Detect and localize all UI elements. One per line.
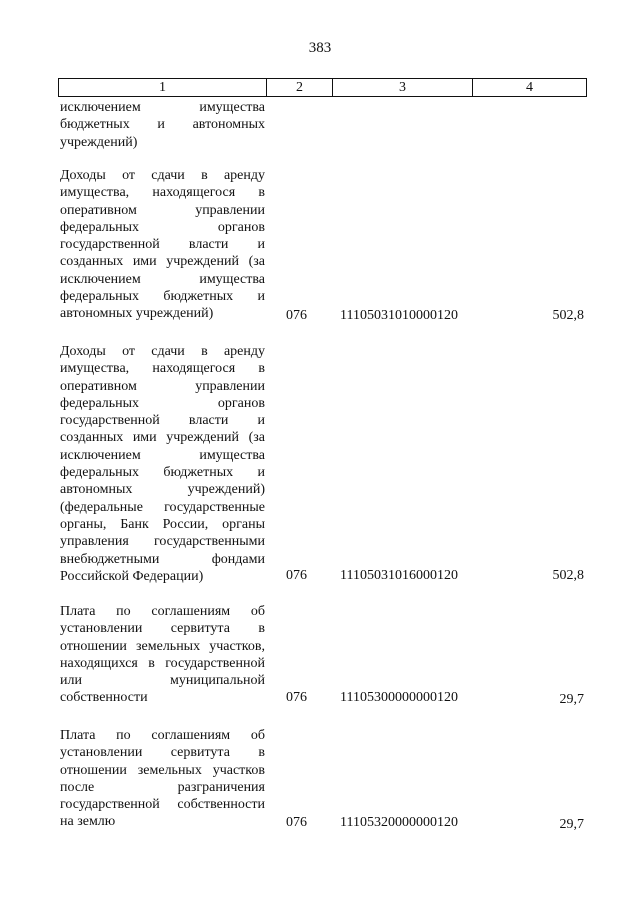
row-3-kbk: 11105300000000120 xyxy=(340,690,458,705)
row-3-description: Плата по соглашениям об установлении сервитута в отношении земельных участков, находящихся в государственной или муниципальной собственности xyxy=(60,604,265,706)
row-1-kbk: 11105031010000120 xyxy=(340,308,458,323)
header-col-3: 3 xyxy=(333,79,473,97)
row-1-admin-code: 076 xyxy=(286,308,307,323)
continuation-text: исключением имущества бюджетных и автономных учреждений) xyxy=(60,100,265,150)
header-col-2: 2 xyxy=(267,79,333,97)
row-1-description: Доходы от сдачи в аренду имущества, находящегося в оперативном управлении федеральных органов государственной власти и созданных ими учреждений (за исключением имущества федеральных бюджетных и автономных учреждений) xyxy=(60,168,265,322)
row-2-description: Доходы от сдачи в аренду имущества, находящегося в оперативном управлении федеральных органов государственной власти и созданных ими учреждений (за исключением имущества федеральных бюджетных и автономных учреждений) (федеральные государственные органы, Банк России, органы управления государственными внебюджетными фондами Российской Федерации) xyxy=(60,344,265,584)
row-3-admin-code: 076 xyxy=(286,690,307,705)
row-4-amount: 29,7 xyxy=(559,817,584,832)
row-2-amount: 502,8 xyxy=(552,568,584,583)
column-header-table xyxy=(58,78,587,97)
page-number: 383 xyxy=(308,40,332,56)
row-1-amount: 502,8 xyxy=(552,308,584,323)
row-3-amount: 29,7 xyxy=(559,692,584,707)
header-col-4: 4 xyxy=(473,79,587,97)
header-col-1: 1 xyxy=(59,79,267,97)
row-4-kbk: 11105320000000120 xyxy=(340,815,458,830)
row-4-description: Плата по соглашениям об установлении сервитута в отношении земельных участков после разграничения государственной собственности на землю xyxy=(60,728,265,830)
header-row xyxy=(59,79,587,97)
row-2-admin-code: 076 xyxy=(286,568,307,583)
row-4-admin-code: 076 xyxy=(286,815,307,830)
row-2-kbk: 11105031016000120 xyxy=(340,568,458,583)
